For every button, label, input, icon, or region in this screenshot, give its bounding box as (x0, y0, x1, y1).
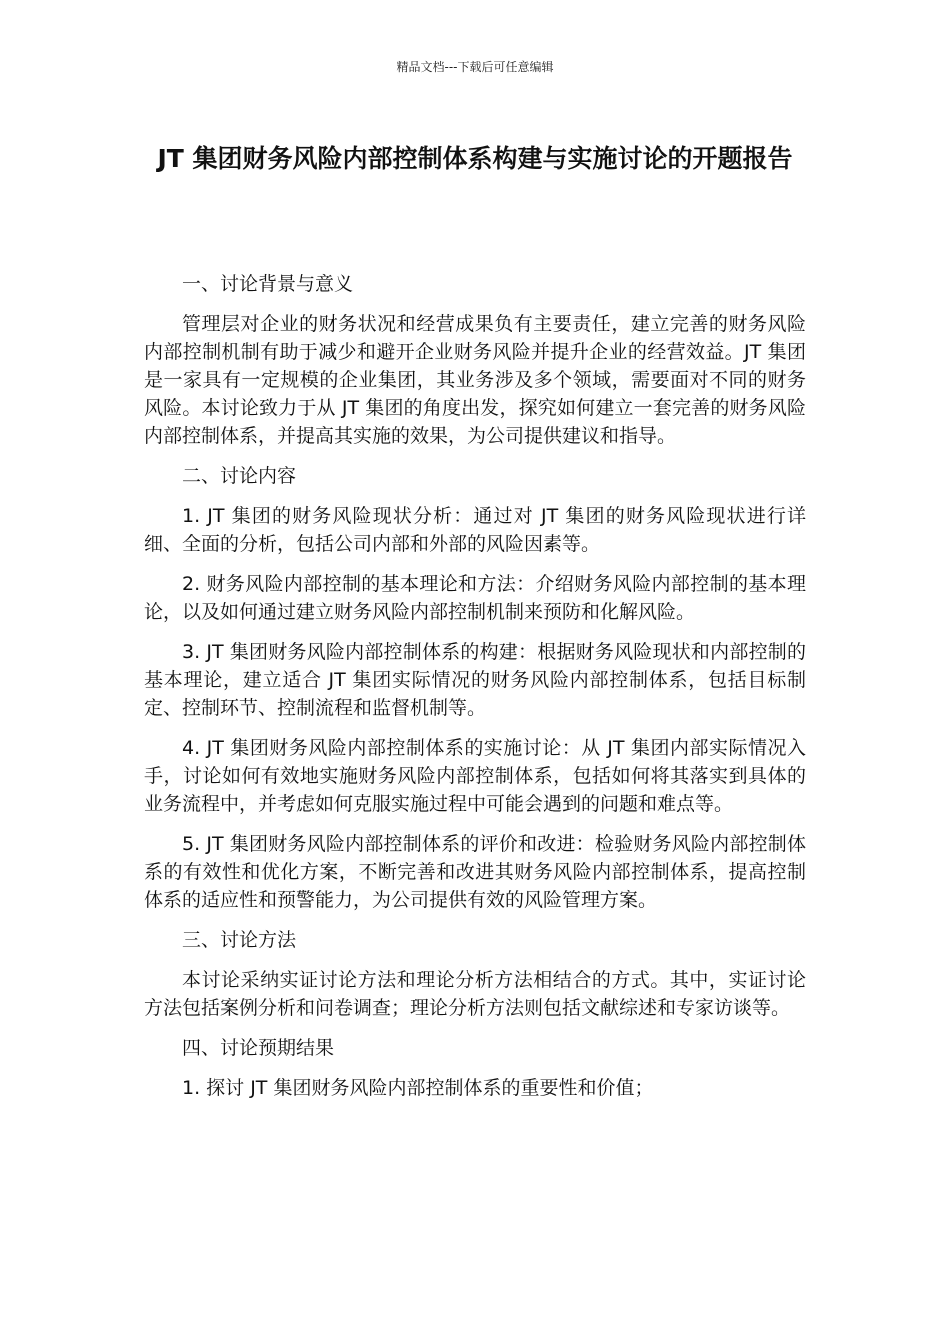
content-item-2: 2. 财务风险内部控制的基本理论和方法：介绍财务风险内部控制的基本理论，以及如何通过建立财务风险内部控制机制来预防和化解风险。 (144, 573, 806, 623)
paragraph-method: 本讨论采纳实证讨论方法和理论分析方法相结合的方式。其中，实证讨论方法包括案例分析和问卷调查；理论分析方法则包括文献综述和专家访谈等。 (144, 969, 806, 1019)
content-item-5: 5. JT 集团财务风险内部控制体系的评价和改进：检验财务风险内部控制体系的有效性和优化方案，不断完善和改进其财务风险内部控制体系，提高控制体系的适应性和预警能力，为公司提供有效的风险管理方案。 (144, 833, 806, 911)
section-heading-background: 一、讨论背景与意义 (182, 273, 354, 295)
section-heading-method: 三、讨论方法 (182, 929, 297, 951)
content-item-3: 3. JT 集团财务风险内部控制体系的构建：根据财务风险现状和内部控制的基本理论，建立适合 JT 集团实际情况的财务风险内部控制体系，包括目标制定、控制环节、控制流程和监督机制等。 (144, 641, 806, 719)
section-heading-content: 二、讨论内容 (182, 465, 297, 487)
section-heading-expected-results: 四、讨论预期结果 (182, 1037, 335, 1059)
document-body (144, 270, 806, 1114)
content-item-1: 1. JT 集团的财务风险现状分析：通过对 JT 集团的财务风险现状进行详细、全面的分析，包括公司内部和外部的风险因素等。 (144, 505, 806, 555)
header-note: 精品文档---下载后可任意编辑 (396, 60, 554, 74)
paragraph-background: 管理层对企业的财务状况和经营成果负有主要责任，建立完善的财务风险内部控制机制有助于减少和避开企业财务风险并提升企业的经营效益。JT 集团是一家具有一定规模的企业集团，其业务涉及多个领域，需要面对不同的财务风险。本讨论致力于从 JT 集团的角度出发，探究如何建立一套完善的财务风险内部控制体系，并提高其实施的效果，为公司提供建议和指导。 (144, 313, 806, 447)
expected-result-item-1: 1. 探讨 JT 集团财务风险内部控制体系的重要性和价值； (182, 1077, 654, 1099)
document-title: JT 集团财务风险内部控制体系构建与实施讨论的开题报告 (157, 144, 793, 173)
content-item-4: 4. JT 集团财务风险内部控制体系的实施讨论：从 JT 集团内部实际情况入手，讨论如何有效地实施财务风险内部控制体系，包括如何将其落实到具体的业务流程中，并考虑如何克服实施过程中可能会遇到的问题和难点等。 (144, 737, 806, 815)
